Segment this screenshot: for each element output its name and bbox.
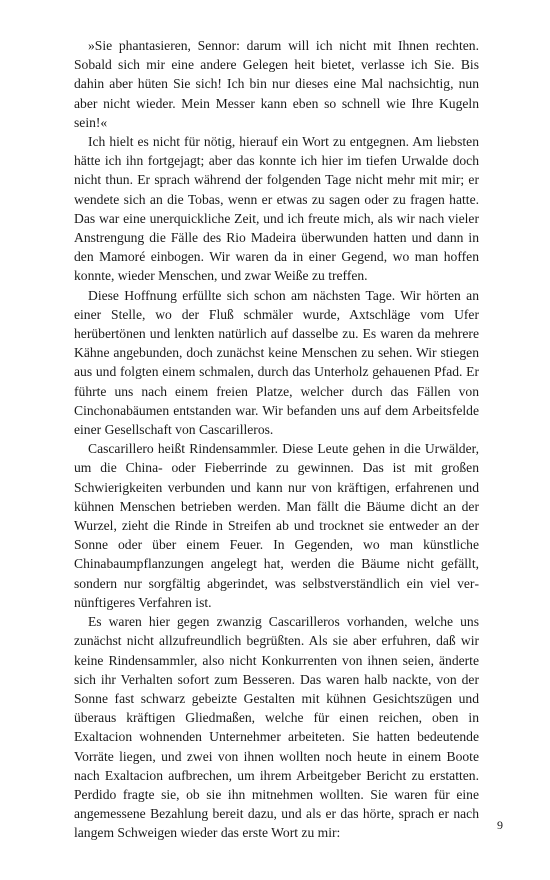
paragraph-3: Diese Hoffnung erfüllte sich schon am nächsten Tage. Wir hörten an einer Stelle, wo der Fluß schmäler wurde, Axtschläge vom Ufer herübertönen und lenkten natürlich auf dasselbe zu. Es waren da mehrere Kähne angebunden, doch zunächst keine Menschen zu sehen. Wir stiegen aus und folgten einem schmalen, durch das Unterholz gehauenen Pfad. Er führte uns nach einem freien Platze, welcher durch das Fällen von Cinchonabäumen entstanden war. Wir befanden uns auf dem Arbeitsfelde einer Gesellschaft von Cascarilleros. bbox=[74, 287, 479, 438]
book-page-text bbox=[74, 36, 479, 843]
page-number: 9 bbox=[497, 818, 503, 832]
paragraph-4: Cascarillero heißt Rindensammler. Diese Leute gehen in die Urwälder, um die China- oder Fieberrinde zu gewinnen. Das ist mit großen Schwierigkeiten verbunden und kann nur von kräftigen, erfahrenen und kühnen Menschen betrieben werden. Man fällt die Bäume dicht an der Wurzel, zieht die Rinde in Streifen ab und trocknet sie entweder an der Sonne oder über einem Feuer. In Gegenden, wo man künstliche Chinabaumpflanzungen angelegt hat, werden die Bäume nicht gefällt, sondern nur sorgfältig abgerindet, was selbstverständlich ein viel vernünftigeres Verfahren ist. bbox=[74, 441, 479, 610]
paragraph-2: Ich hielt es nicht für nötig, hierauf ein Wort zu entgegnen. Am liebsten hätte ich ihn fortgejagt; aber das konnte ich hier im tiefen Urwalde doch nicht thun. Er sprach während der folgenden Tage nicht mehr mit mir; er wendete sich an die Tobas, wenn er etwas zu sagen oder zu fragen hatte. Das war eine unerquickliche Zeit, und ich freute mich, als wir nach vieler Anstrengung die Fälle des Rio Madeira überwunden hatten und dann in den Mamoré einbogen. Wir waren da in einer Gegend, wo man hoffen konnte, wieder Menschen, und zwar Weiße zu treffen. bbox=[74, 134, 479, 284]
paragraph-5: Es waren hier gegen zwanzig Cascarilleros vorhanden, welche uns zunächst nicht allzufreundlich begrüßten. Als sie aber erfuhren, daß wir keine Rindensammler, also nicht Konkurrenten von ihnen seien, änderte sich ihr Verhalten sofort zum Besseren. Das waren halb nackte, von der Sonne fast schwarz gebeizte Gestalten mit kühnen Gesichtszügen und überaus kräftigen Gliedmaßen, welche für einen reichen, oben in Exaltacion wohnenden Unternehmer arbeiteten. Sie hatten bedeutende Vorräte liegen, und zwei von ihnen wollten noch heute in einem Boote nach Exaltacion aufbrechen, um ihrem Arbeitgeber Bericht zu erstatten. Perdido fragte sie, ob sie ihn mitnehmen wollten. Sie waren für eine angemessene Bezahlung bereit dazu, und als er das hörte, sprach er nach langem Schweigen wieder das erste Wort zu mir: bbox=[74, 614, 479, 841]
paragraph-1: »Sie phantasieren, Sennor: darum will ich nicht mit Ihnen rechten. Sobald sich mir eine andere Gelegen heit bietet, verlasse ich Sie. Bis dahin aber hüten Sie sich! Ich bin nur dieses eine Mal nachsichtig, nun aber nicht wieder. Mein Messer kann eben so schnell wie Ihre Kugeln sein!« bbox=[74, 38, 479, 130]
